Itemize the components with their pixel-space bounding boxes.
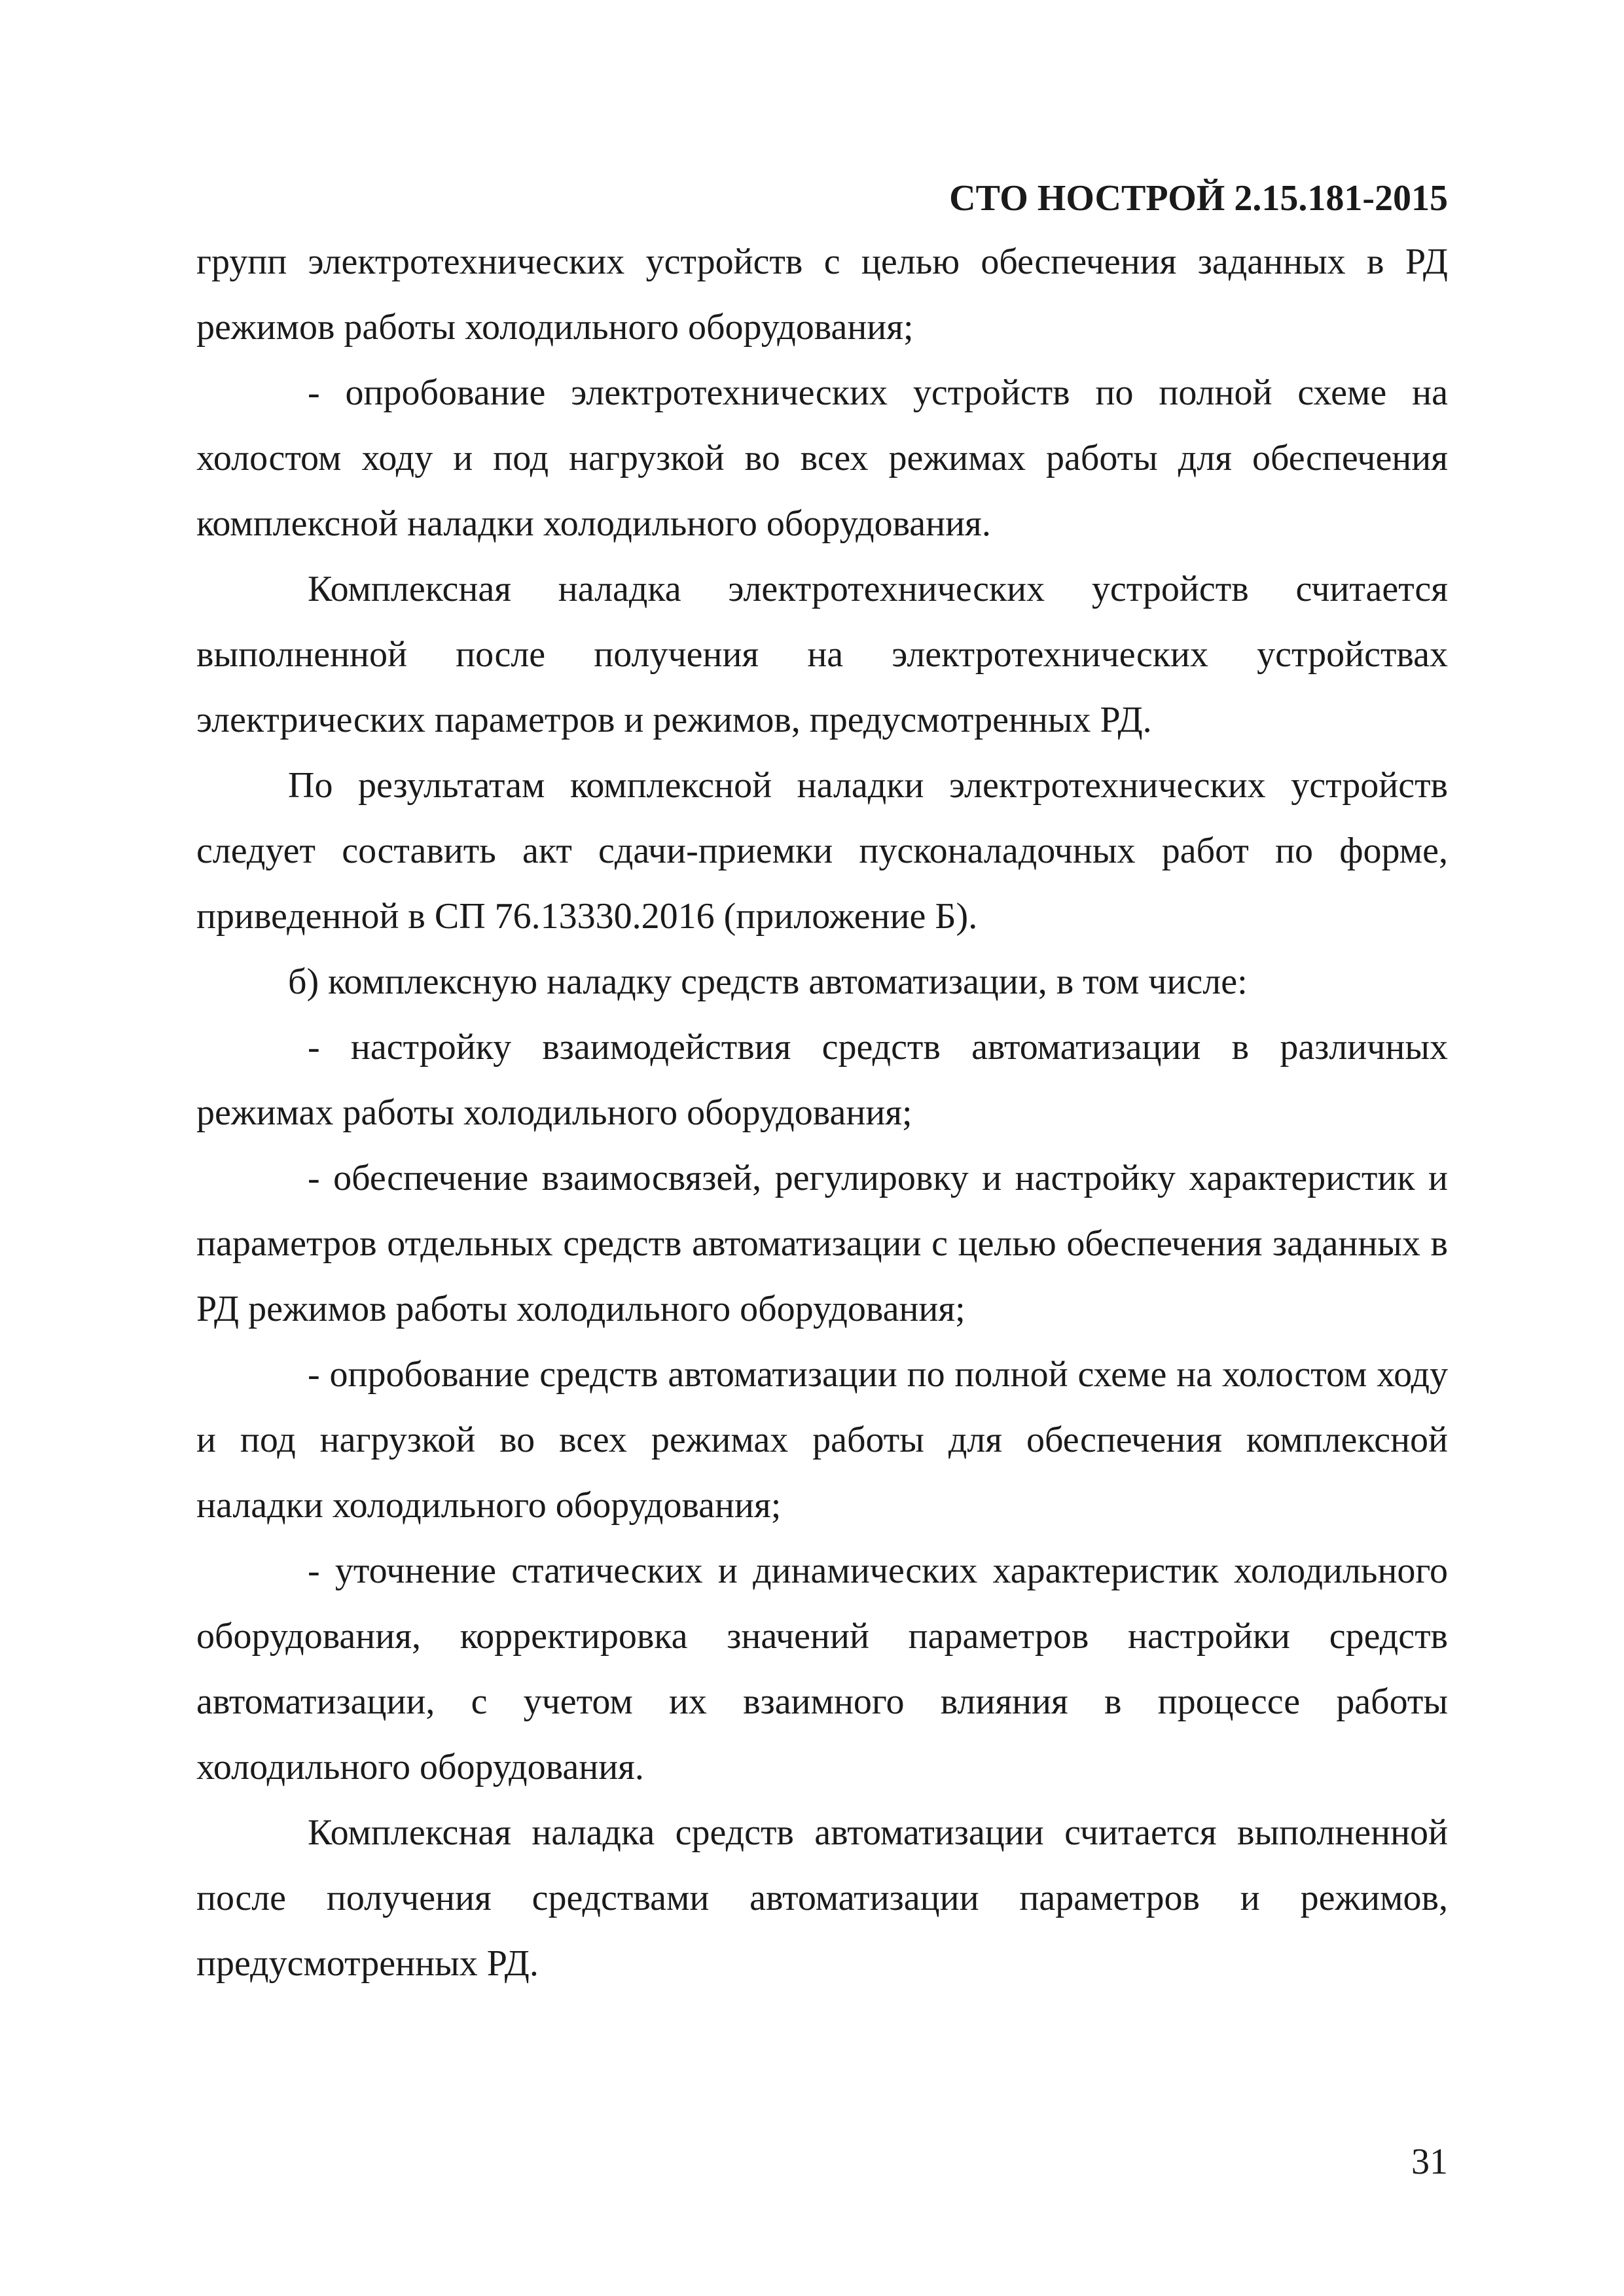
paragraph: По результатам комплексной наладки электротехнических устройств следует составить акт сдачи-приемки пусконаладочных работ по форме, приведенной в СП 76.13330.2016 (приложение Б). (196, 765, 1448, 937)
paragraph: Комплексная наладка средств автоматизации считается выполненной после получения средствами автоматизации параметров и режимов, предусмотренных РД. (196, 1812, 1448, 1984)
page-number: 31 (1411, 2142, 1448, 2182)
document-code-header: СТО НОСТРОЙ 2.15.181-2015 (949, 178, 1448, 219)
section-item: б) комплексную наладку средств автоматизации, в том числе: (288, 961, 1248, 1002)
list-item: - обеспечение взаимосвязей, регулировку и настройку характеристик и параметров отдельных средств автоматизации с целью обеспечения заданных в РД режимов работы холодильного оборудования; (196, 1158, 1448, 1329)
list-item: - опробование средств автоматизации по полной схеме на холостом ходу и под нагрузкой во всех режимах работы для обеспечения комплексной наладки холодильного оборудования; (196, 1354, 1448, 1526)
list-item: - опробование электротехнических устройств по полной схеме на холостом ходу и под нагрузкой во всех режимах работы для обеспечения комплексной наладки холодильного оборудования. (196, 372, 1448, 544)
body-text (196, 229, 1448, 1996)
paragraph: групп электротехнических устройств с целью обеспечения заданных в РД режимов работы холодильного оборудования; (196, 242, 1448, 348)
list-item: - уточнение статических и динамических характеристик холодильного оборудования, корректировка значений параметров настройки средств автоматизации, с учетом их взаимного влияния в процессе работы холодильного оборудования. (196, 1551, 1448, 1787)
list-item: - настройку взаимодействия средств автоматизации в различных режимах работы холодильного оборудования; (196, 1027, 1448, 1133)
paragraph: Комплексная наладка электротехнических устройств считается выполненной после получения на электротехнических устройствах электрических параметров и режимов, предусмотренных РД. (196, 569, 1448, 740)
